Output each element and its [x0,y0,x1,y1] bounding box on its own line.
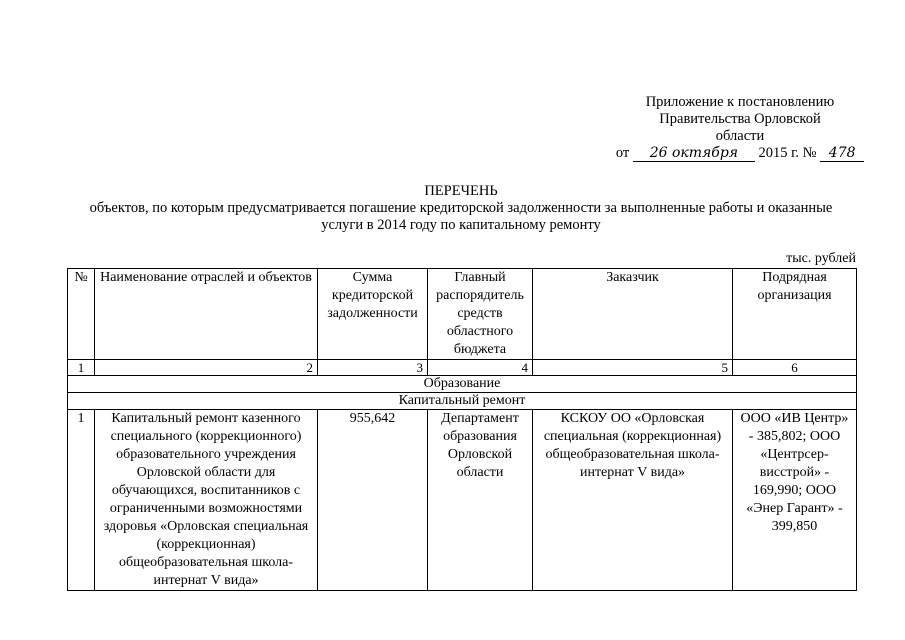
col-header-contractor: Подрядная организация [733,269,857,360]
col-header-customer: Заказчик [533,269,733,360]
year-text: 2015 г. № [758,145,817,161]
appendix-line-3: области [715,128,765,144]
col-header-name: Наименование отраслей и объектов [95,269,318,360]
col-header-num: № [68,269,95,360]
col-number: 1 [68,360,95,376]
table-row [68,410,857,591]
col-number: 3 [318,360,428,376]
subsection-label: Капитальный ремонт [68,393,857,410]
date-prefix: от [615,145,630,161]
appendix-header [610,94,870,162]
handwritten-date: 26 октября [633,146,755,162]
objects-table [67,268,857,591]
row-customer: КСКОУ ОО «Орловская специальная (коррекционная) общеобразовательная школа-интернат V вида» [533,410,733,591]
title-heading: ПЕРЕЧЕНЬ [424,183,498,199]
row-manager: Департамент образования Орловской области [428,410,533,591]
subsection-row [68,393,857,410]
appendix-line-1: Приложение к постановлению [645,94,835,110]
col-header-manager: Главный распорядитель средств областного бюджета [428,269,533,360]
resolution-date-line [610,145,870,162]
col-number: 5 [533,360,733,376]
section-row [68,376,857,393]
title-line-2: услуги в 2014 году по капитальному ремонту [321,217,601,233]
col-number: 6 [733,360,857,376]
row-num: 1 [68,410,95,591]
column-number-row [68,360,857,376]
table-header-row [68,269,857,360]
handwritten-number: 478 [820,146,864,162]
section-label: Образование [68,376,857,393]
document-title [66,183,856,234]
row-name: Капитальный ремонт казенного специального (коррекционного) образовательного учреждения Орловской области для обучающихся, воспитанников с ограниченными возможностями здоровья «Орловская специальная (коррекционная) общеобразовательная школа-интернат V вида» [95,410,318,591]
title-line-1: объектов, по которым предусматривается погашение кредиторской задолженности за выполненные работы и оказанные [89,200,833,216]
col-number: 4 [428,360,533,376]
appendix-line-2: Правительства Орловской [659,111,821,127]
row-contractor: ООО «ИВ Центр» - 385,802; ООО «Центрсер-висстрой» - 169,990; ООО «Энер Гарант» - 399,850 [733,410,857,591]
units-label: тыс. рублей [786,251,856,266]
col-header-amount: Сумма кредиторской задолженности [318,269,428,360]
col-number: 2 [95,360,318,376]
row-amount: 955,642 [318,410,428,591]
